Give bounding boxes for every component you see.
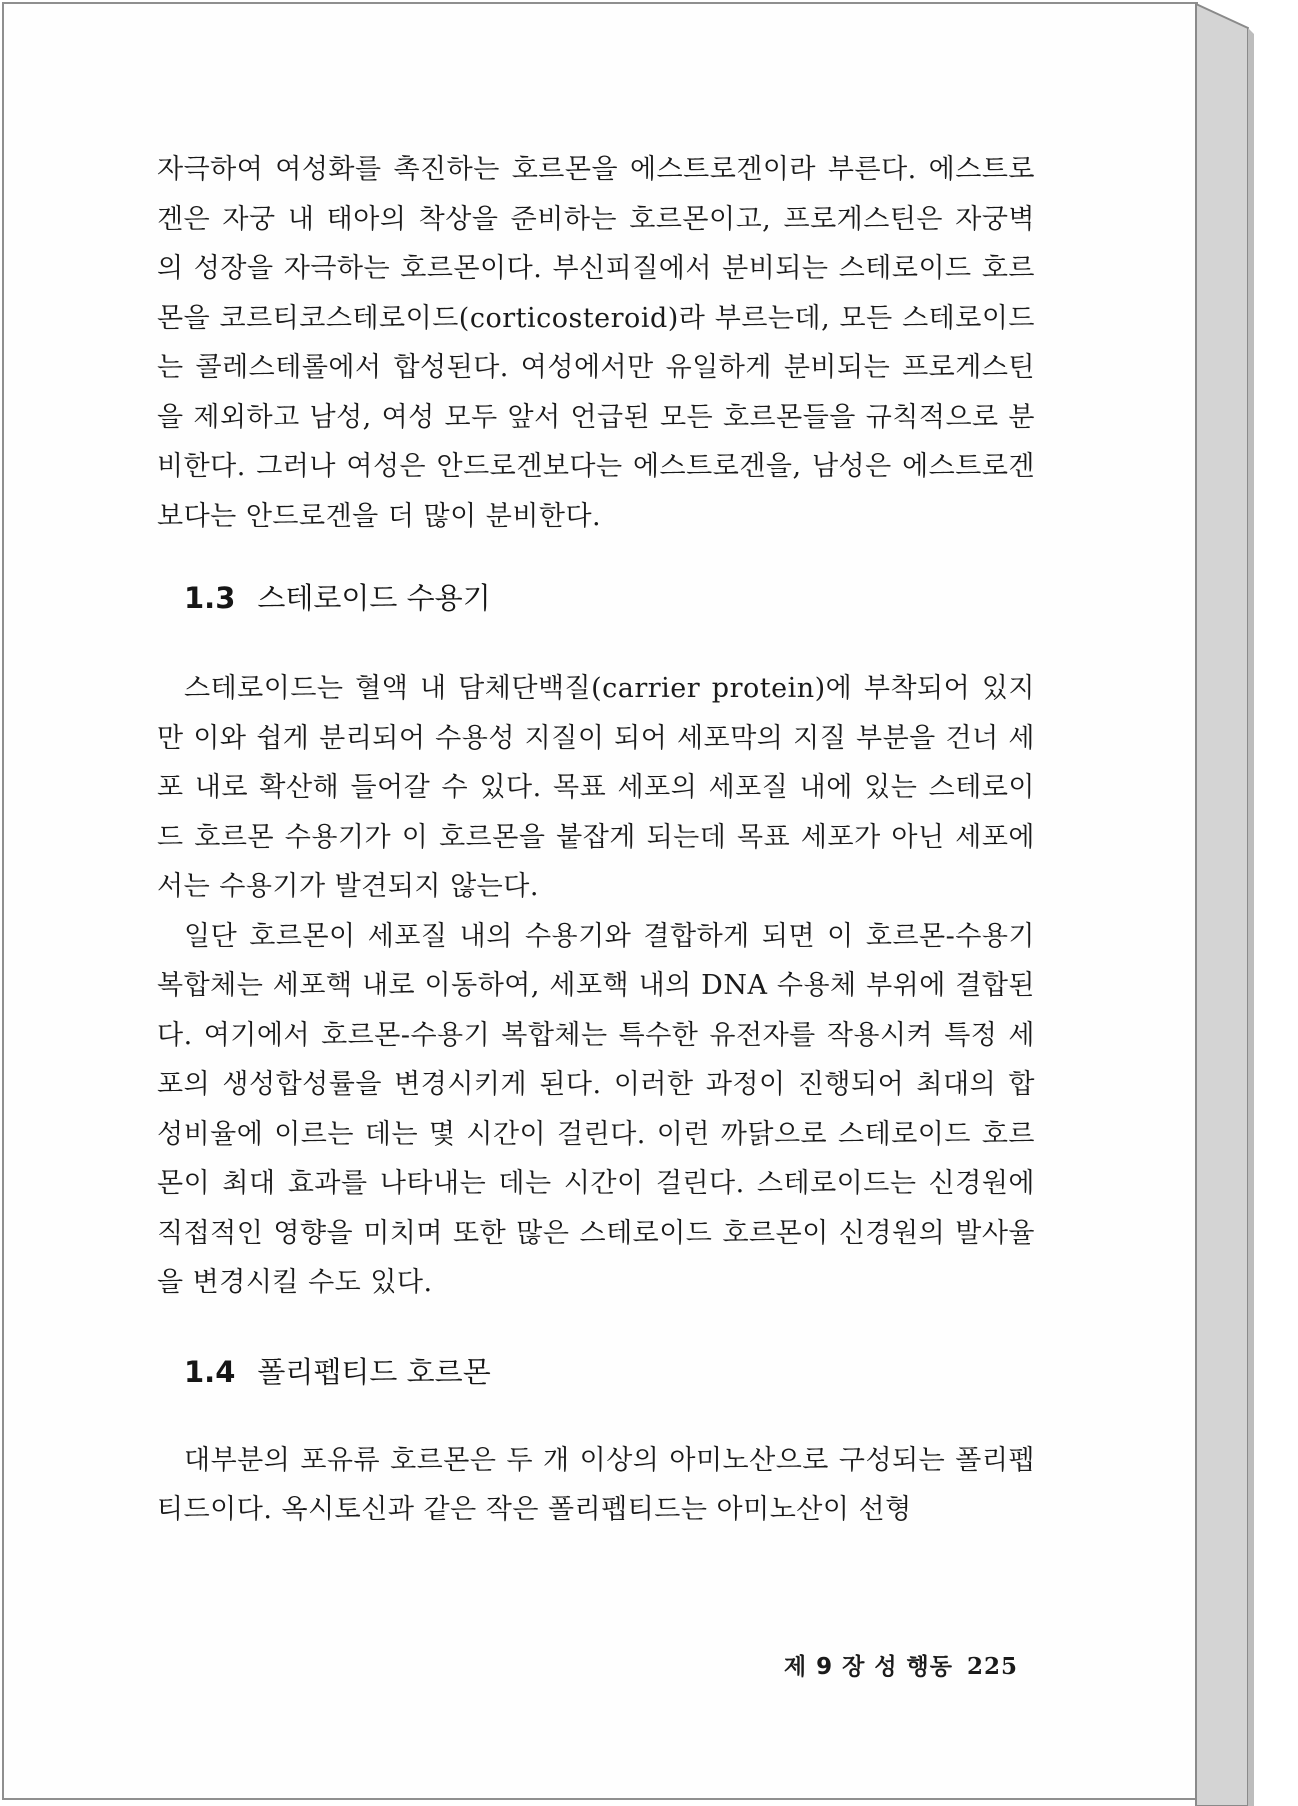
running-footer-chapter: 제 9 장 성 행동 bbox=[783, 1654, 953, 1680]
section-title: 폴리펩티드 호르몬 bbox=[257, 1354, 491, 1389]
section-1-3-paragraph-2: 일단 호르몬이 세포질 내의 수용기와 결합하게 되면 이 호르몬-수용기 복합체는 세포핵 내로 이동하여, 세포핵 내의 DNA 수용체 부위에 결합된다. 여기에서 호르몬-수용기 복합체는 특수한 유전자를 작용시켜 특정 세포의 생성합성률을 변경시키게 된다. 이러한 과정이 진행되어 최대의 합성비율에 이르는 데는 몇 시간이 걸린다. 이런 까닭으로 스테로이드 호르몬이 최대 효과를 나타내는 데는 시간이 걸린다. 스테로이드는 신경원에 직접적인 영향을 미치며 또한 많은 스테로이드 호르몬이 신경원의 발사율을 변경시킬 수도 있다. bbox=[157, 920, 1035, 1298]
section-number: 1.4 bbox=[184, 1354, 236, 1389]
page-number: 225 bbox=[966, 1653, 1018, 1680]
section-1-3-paragraph-1: 스테로이드는 혈액 내 담체단백질(carrier protein)에 부착되어 있지만 이와 쉽게 분리되어 수용성 지질이 되어 세포막의 지질 부분을 건너 세포 내로 확산해 들어갈 수 있다. 목표 세포의 세포질 내에 있는 스테로이드 호르몬 수용기가 이 호르몬을 붙잡게 되는데 목표 세포가 아닌 세포에서는 수용기가 발견되지 않는다. bbox=[157, 673, 1035, 902]
intro-paragraph: 자극하여 여성화를 촉진하는 호르몬을 에스트로겐이라 부른다. 에스트로겐은 자궁 내 태아의 착상을 준비하는 호르몬이고, 프로게스틴은 자궁벽의 성장을 자극하는 호르몬이다. 부신피질에서 분비되는 스테로이드 호르몬을 코르티코스테로이드(corticosteroid)라 부르는데, 모든 스테로이드는 콜레스테롤에서 합성된다. 여성에서만 유일하게 분비되는 프로게스틴을 제외하고 남성, 여성 모두 앞서 언급된 모든 호르몬들을 규칙적으로 분비한다. 그러나 여성은 안드로겐보다는 에스트로겐을, 남성은 에스트로겐보다는 안드로겐을 더 많이 분비한다. bbox=[157, 154, 1035, 532]
section-1-4-paragraph-1: 대부분의 포유류 호르몬은 두 개 이상의 아미노산으로 구성되는 폴리펩티드이다. 옥시토신과 같은 작은 폴리펩티드는 아미노산이 선형 bbox=[157, 1444, 1035, 1525]
section-heading-1-3 bbox=[157, 578, 1035, 618]
section-number: 1.3 bbox=[184, 581, 236, 615]
section-heading-1-4 bbox=[157, 1352, 1035, 1392]
page-footer bbox=[784, 1648, 1018, 1681]
section-title: 스테로이드 수용기 bbox=[257, 581, 491, 615]
page-content bbox=[157, 145, 1035, 1535]
